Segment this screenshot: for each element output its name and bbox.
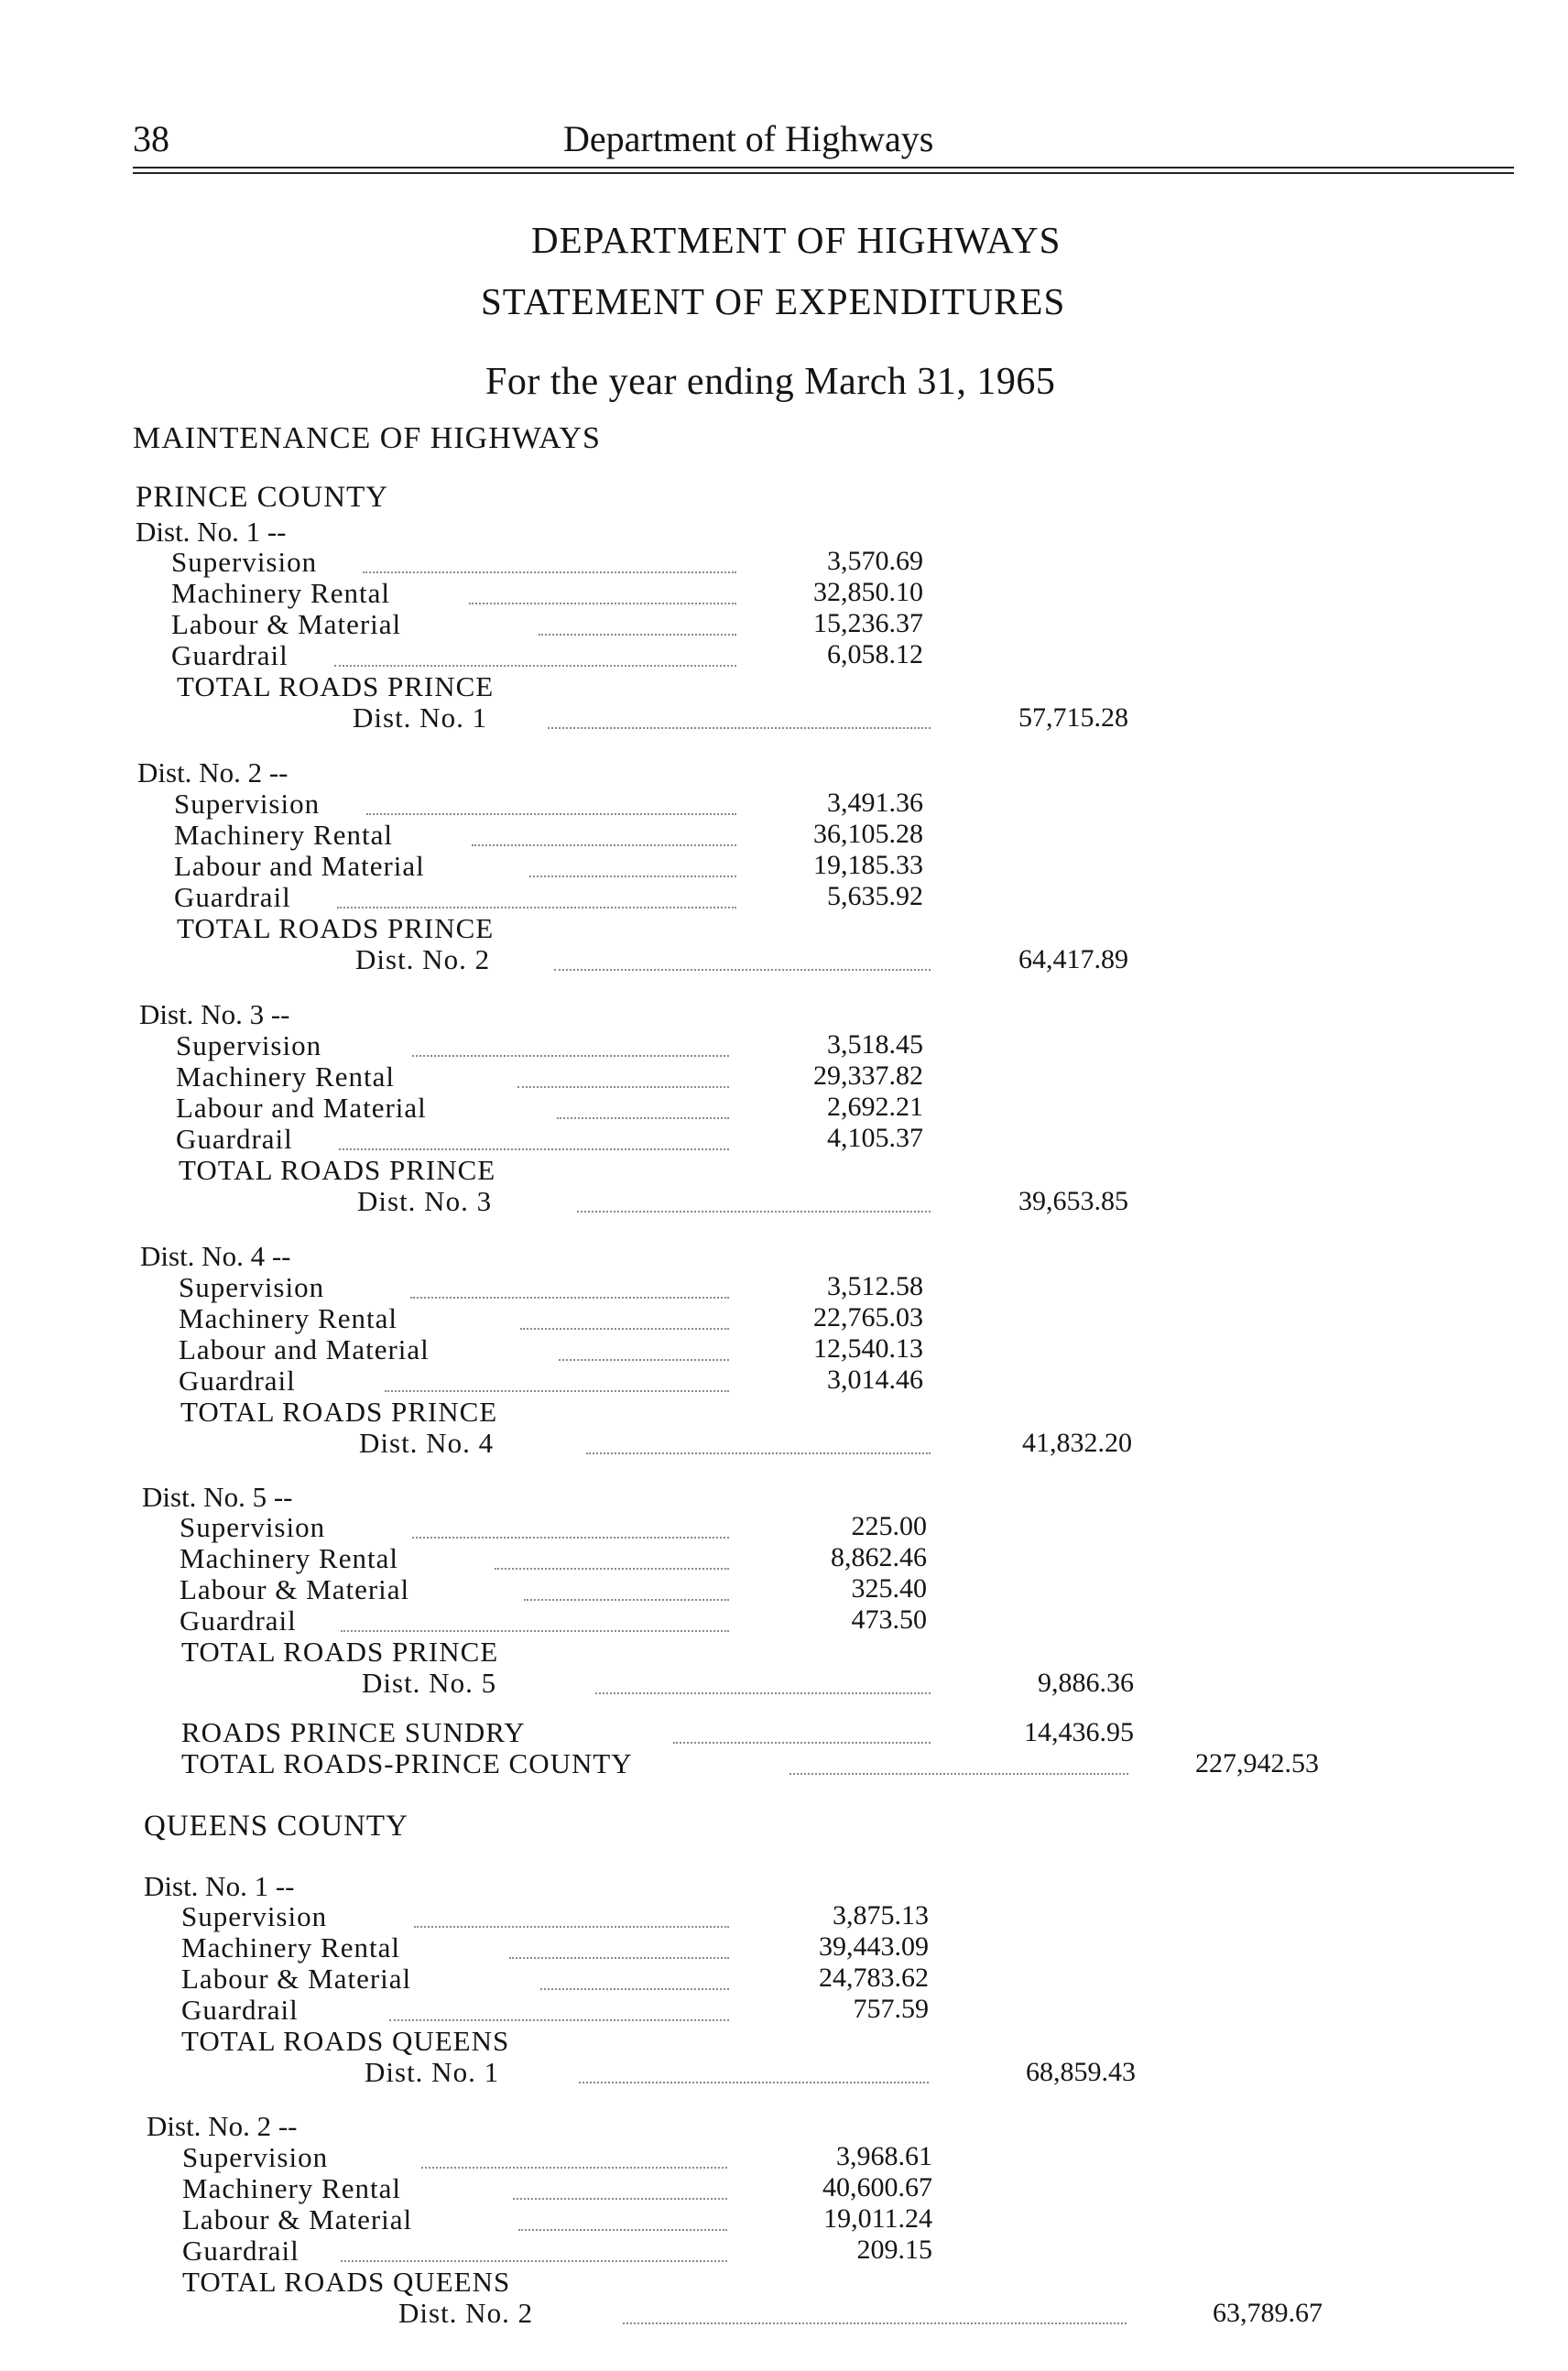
line-item-label: Supervision [174,788,321,820]
district-total-sublabel: Dist. No. 4 [359,1427,495,1459]
line-item-amount: 473.50 [851,1604,927,1635]
header-rule-secondary [133,172,1514,174]
dot-leader [469,603,736,604]
section-heading: MAINTENANCE OF HIGHWAYS [133,421,601,455]
dot-leader [363,571,736,573]
district-total-amount: 41,832.20 [1022,1428,1132,1458]
district-total-sublabel: Dist. No. 2 [398,2297,534,2329]
line-item-label: Guardrail [180,1604,297,1637]
line-item-amount: 8,862.46 [831,1542,927,1572]
district-heading: Dist. No. 1 -- [144,1870,295,1902]
line-item-label: Labour and Material [174,850,425,882]
dot-leader [495,1568,729,1570]
page-number: 38 [133,118,169,159]
line-item-label: Supervision [180,1511,326,1543]
line-item-label: Supervision [181,1900,328,1932]
dot-leader [385,1390,729,1392]
line-item-amount: 29,337.82 [813,1060,923,1091]
district-total-amount: 68,859.43 [1026,2057,1136,2087]
district-heading: Dist. No. 1 -- [136,516,287,548]
line-item-label: Machinery Rental [176,1060,395,1093]
dot-leader [334,665,736,667]
dot-leader [472,844,736,846]
district-total-sublabel: Dist. No. 1 [353,702,488,734]
dot-leader [339,1148,729,1150]
line-item-amount: 36,105.28 [813,819,923,849]
line-item-label: Machinery Rental [180,1542,398,1574]
line-item-amount: 6,058.12 [827,639,923,669]
dot-leader [341,1630,729,1632]
line-item-amount: 22,765.03 [813,1302,923,1332]
district-total-amount: 39,653.85 [1018,1186,1128,1216]
district-total-sublabel: Dist. No. 3 [357,1185,493,1217]
district-heading: Dist. No. 3 -- [139,998,290,1030]
dot-leader [421,2167,727,2169]
line-item-amount: 3,518.45 [827,1029,923,1060]
district-total-amount: 64,417.89 [1018,944,1128,974]
line-item-amount: 12,540.13 [813,1333,923,1364]
dot-leader [540,1988,729,1990]
dot-leader [412,1537,729,1539]
header-rule [133,167,1514,169]
dot-leader [789,1773,1128,1775]
statement-subtitle: STATEMENT OF EXPENDITURES [481,280,1066,322]
fiscal-period: For the year ending March 31, 1965 [485,361,1056,403]
dot-leader [412,1055,729,1057]
district-total-amount: 9,886.36 [1038,1668,1134,1698]
district-total-label: TOTAL ROADS PRINCE [180,1396,498,1428]
line-item-label: Labour & Material [182,2203,413,2235]
dot-leader [673,1742,931,1744]
dot-leader [341,2260,727,2262]
dot-leader [414,1926,729,1928]
district-total-sublabel: Dist. No. 2 [355,943,491,975]
line-item-label: Labour and Material [179,1333,430,1365]
dot-leader [595,1692,931,1694]
district-total-label: TOTAL ROADS PRINCE [181,1636,499,1668]
line-item-label: Guardrail [179,1365,296,1397]
line-item-amount: 225.00 [851,1511,927,1541]
line-item-amount: 3,491.36 [827,788,923,818]
dot-leader [509,1957,729,1959]
line-item-label: Machinery Rental [182,2172,401,2204]
line-item-label: Supervision [176,1029,322,1061]
line-item-amount: 39,443.09 [819,1931,929,1962]
district-total-label: TOTAL ROADS QUEENS [181,2025,510,2057]
county-total-label: TOTAL ROADS-PRINCE COUNTY [181,1747,633,1779]
line-item-label: Machinery Rental [174,819,393,851]
county-heading-queens: QUEENS COUNTY [144,1810,408,1843]
dot-leader [554,969,931,971]
line-item-amount: 3,512.58 [827,1271,923,1301]
line-item-amount: 19,011.24 [823,2203,932,2234]
dot-leader [524,1599,729,1601]
dot-leader [517,1086,729,1088]
dot-leader [623,2322,1127,2324]
dot-leader [548,727,931,729]
sundry-label: ROADS PRINCE SUNDRY [181,1716,526,1748]
sundry-amount: 14,436.95 [1024,1717,1134,1747]
dot-leader [337,907,736,908]
line-item-amount: 757.59 [853,1994,929,2024]
line-item-amount: 15,236.37 [813,608,923,638]
line-item-amount: 4,105.37 [827,1123,923,1153]
dot-leader [577,1211,931,1213]
line-item-amount: 40,600.67 [822,2172,932,2202]
dot-leader [366,813,736,815]
line-item-label: Labour & Material [180,1573,410,1605]
county-total-amount: 227,942.53 [1195,1748,1319,1778]
running-title: Department of Highways [563,118,934,159]
line-item-label: Labour & Material [181,1963,412,1995]
district-heading: Dist. No. 2 -- [137,756,289,789]
dot-leader [557,1117,729,1119]
line-item-label: Guardrail [176,1123,293,1155]
line-item-label: Guardrail [171,639,289,671]
line-item-label: Supervision [171,546,318,578]
line-item-amount: 3,014.46 [827,1365,923,1395]
line-item-amount: 24,783.62 [819,1963,929,1993]
line-item-label: Labour & Material [171,608,402,640]
district-total-sublabel: Dist. No. 1 [365,2056,500,2088]
line-item-label: Labour and Material [176,1092,427,1124]
line-item-amount: 2,692.21 [827,1092,923,1122]
district-total-label: TOTAL ROADS PRINCE [177,912,495,944]
district-total-label: TOTAL ROADS PRINCE [179,1154,496,1186]
dot-leader [389,2019,729,2021]
line-item-label: Machinery Rental [171,577,390,609]
line-item-label: Guardrail [181,1994,299,2026]
dot-leader [513,2198,727,2200]
district-heading: Dist. No. 2 -- [147,2110,298,2142]
line-item-amount: 19,185.33 [813,850,923,880]
line-item-label: Supervision [182,2141,329,2173]
line-item-label: Guardrail [174,881,291,913]
district-total-label: TOTAL ROADS PRINCE [177,670,495,702]
line-item-amount: 209.15 [856,2235,932,2265]
line-item-amount: 5,635.92 [827,881,923,911]
line-item-label: Machinery Rental [181,1931,400,1963]
dot-leader [586,1452,931,1454]
line-item-label: Supervision [179,1271,325,1303]
line-item-amount: 3,875.13 [833,1900,929,1931]
statement-title: DEPARTMENT OF HIGHWAYS [531,219,1062,261]
district-total-amount: 57,715.28 [1018,702,1128,733]
dot-leader [518,2229,727,2231]
district-heading: Dist. No. 4 -- [140,1240,291,1272]
dot-leader [559,1359,729,1361]
dot-leader [539,634,736,636]
line-item-amount: 3,570.69 [827,546,923,576]
district-total-sublabel: Dist. No. 5 [362,1667,497,1699]
dot-leader [410,1297,729,1299]
line-item-amount: 32,850.10 [813,577,923,607]
line-item-label: Guardrail [182,2235,299,2267]
line-item-amount: 325.40 [851,1573,927,1604]
line-item-label: Machinery Rental [179,1302,397,1334]
district-heading: Dist. No. 5 -- [142,1481,293,1513]
dot-leader [579,2082,929,2083]
dot-leader [520,1328,729,1330]
dot-leader [529,876,736,877]
line-item-amount: 3,968.61 [836,2141,932,2171]
district-total-amount: 63,789.67 [1213,2298,1323,2328]
district-total-label: TOTAL ROADS QUEENS [182,2266,511,2298]
county-heading-prince: PRINCE COUNTY [136,481,389,514]
